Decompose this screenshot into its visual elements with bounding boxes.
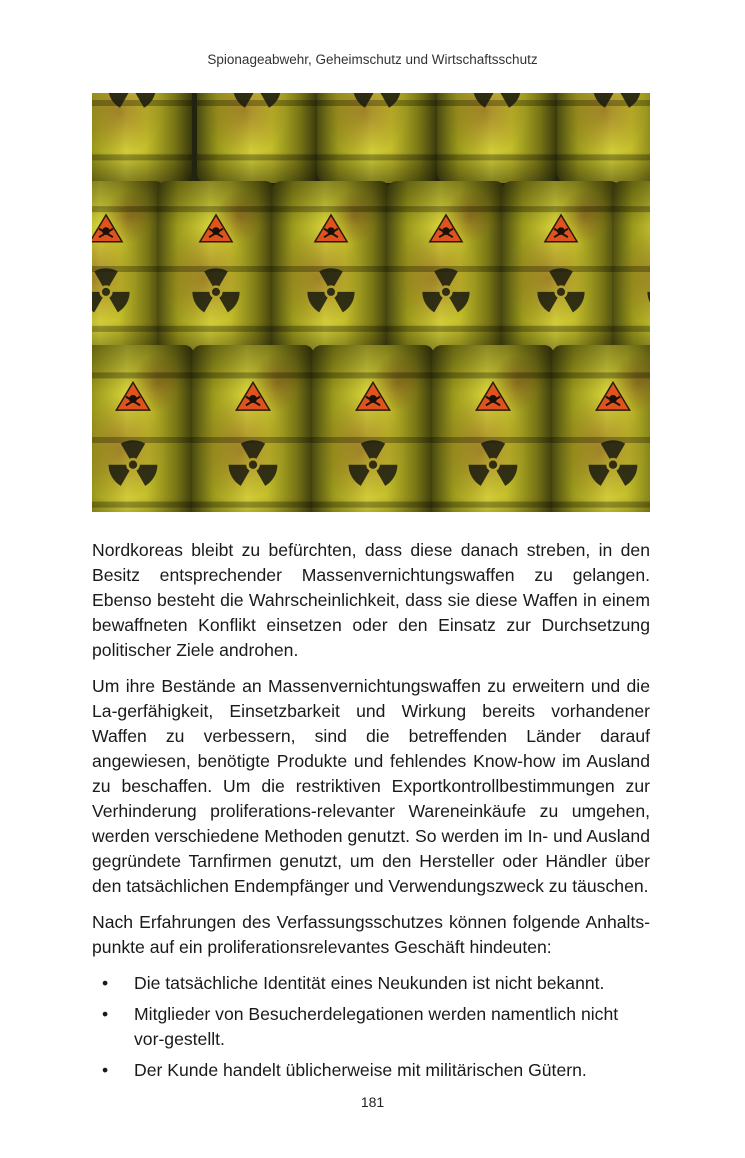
barrel	[552, 345, 650, 512]
barrel	[557, 93, 650, 183]
body-text	[92, 538, 650, 1089]
running-header: Spionageabwehr, Geheimschutz und Wirtschaftsschutz	[207, 52, 538, 67]
indicator-list	[92, 971, 650, 1083]
barrel	[92, 93, 192, 183]
barrel	[92, 345, 194, 512]
barrel	[387, 181, 505, 357]
list-item-text: Mitglieder von Besucherdelegationen werden namentlich nicht vor-gestellt.	[134, 1004, 619, 1049]
bullet-icon: •	[102, 973, 109, 993]
list-item	[92, 1058, 650, 1083]
page-number: 181	[360, 1094, 385, 1110]
barrel	[317, 93, 437, 183]
barrel	[502, 181, 620, 357]
barrel	[437, 93, 557, 183]
barrel	[272, 181, 390, 357]
barrel	[92, 181, 165, 357]
barrel	[432, 345, 554, 512]
bullet-icon: •	[102, 1060, 109, 1080]
bullet-icon: •	[102, 1004, 109, 1024]
barrel	[612, 181, 650, 357]
barrel	[192, 345, 314, 512]
paragraph: Nordkoreas bleibt zu befürchten, dass diese danach streben, in den Besitz entsprechender Massenvernichtungswaffen zu gelangen. Ebenso besteht die Wahrscheinlichkeit, dass sie diese Waffen in einem bewaffneten Konflikt einsetzen oder den Einsatz zur Durchsetzung politischer Ziele androhen.	[92, 540, 650, 660]
barrels-photo	[92, 93, 650, 512]
barrel	[197, 93, 317, 183]
list-item-text: Die tatsächliche Identität eines Neukunden ist nicht bekannt.	[134, 973, 605, 993]
list-item	[92, 1002, 650, 1052]
paragraph: Nach Erfahrungen des Verfassungsschutzes können folgende Anhalts-punkte auf ein proliferationsrelevantes Geschäft hindeuten:	[92, 912, 650, 957]
list-item-text: Der Kunde handelt üblicherweise mit militärischen Gütern.	[134, 1060, 587, 1080]
barrel	[157, 181, 275, 357]
list-item	[92, 971, 650, 996]
barrel	[312, 345, 434, 512]
paragraph: Um ihre Bestände an Massenvernichtungswaffen zu erweitern und die La-gerfähigkeit, Einsetzbarkeit und Wirkung bereits vorhandener Waffen zu verbessern, sind die betreffenden Länder darauf angewiesen, benötigte Produkte und fehlendes Know-how im Ausland zu beschaffen. Um die restriktiven Exportkontrollbestimmungen zur Verhinderung proliferations-relevanter Wareneinkäufe zu umgehen, werden verschiedene Methoden genutzt. So werden im In- und Ausland gegründete Tarnfirmen genutzt, um den Hersteller oder Händler über den tatsächlichen Endempfänger und Verwendungszweck zu täuschen.	[92, 676, 650, 896]
